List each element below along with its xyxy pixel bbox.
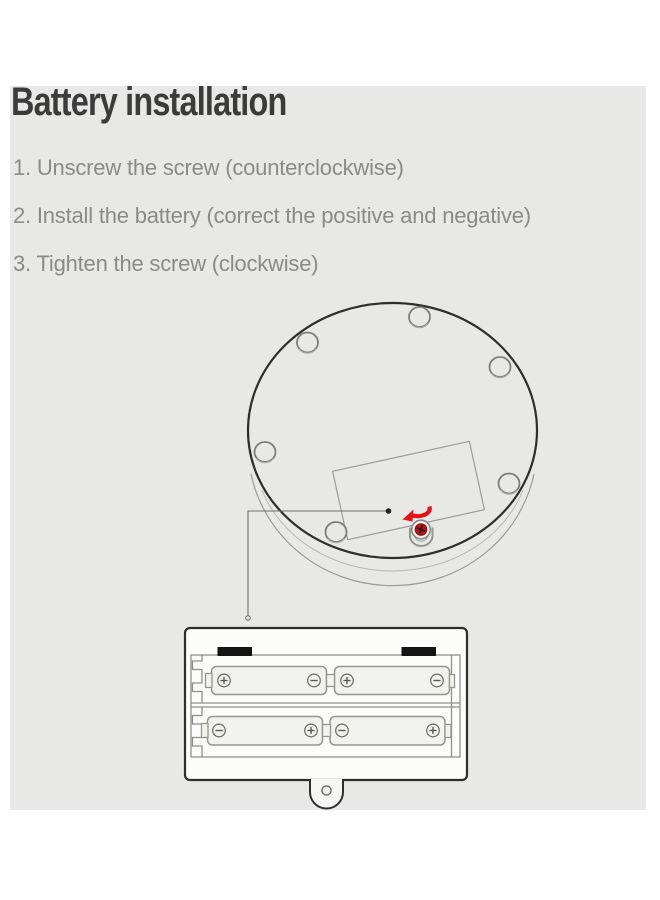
counterclockwise-arrow-icon <box>403 507 430 522</box>
mounting-tab <box>310 779 343 809</box>
phillips-screw-icon <box>412 520 431 539</box>
battery-slot <box>335 667 450 695</box>
step-1: 1. Unscrew the screw (counterclockwise) <box>13 155 404 180</box>
screw-holes <box>255 307 520 543</box>
battery-compartment-view <box>185 628 467 809</box>
screw-hole <box>297 333 318 354</box>
cover-clip <box>218 647 253 656</box>
battery-slot <box>330 717 445 746</box>
step-3: 3. Tighten the screw (clockwise) <box>13 251 319 276</box>
screw-hole <box>490 357 511 378</box>
screw-hole <box>326 522 347 543</box>
battery-slot <box>212 667 327 695</box>
leader-dot <box>386 508 392 514</box>
screw-hole <box>499 474 520 495</box>
battery-cover-outline <box>333 441 485 539</box>
screw-hole <box>409 307 430 328</box>
device-back-view <box>246 303 537 620</box>
screw-hole <box>255 442 276 463</box>
device-base-outline <box>248 303 537 558</box>
leader-line <box>246 508 392 620</box>
tab-hole <box>322 786 331 795</box>
cover-clip <box>402 647 437 656</box>
step-2: 2. Install the battery (correct the positive and negative) <box>13 203 531 228</box>
page-title: Battery installation <box>11 80 287 124</box>
